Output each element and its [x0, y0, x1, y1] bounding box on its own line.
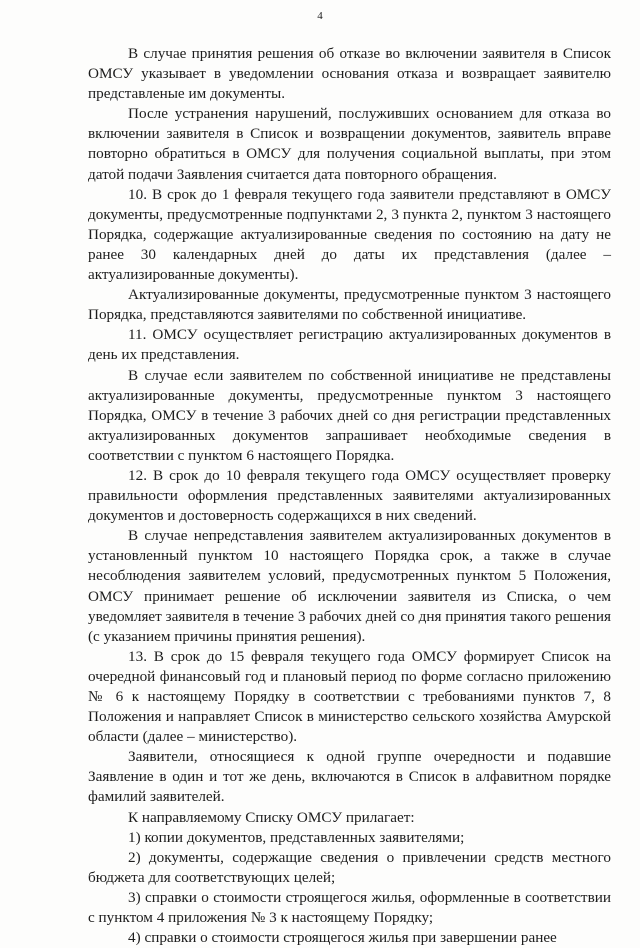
document-body — [88, 44, 611, 948]
list-item: 3) справки о стоимости строящегося жилья, оформленные в соответствии с пунктом 4 приложения № 3 к настоящему Порядку; — [88, 888, 611, 927]
list-item: 2) документы, содержащие сведения о привлечении средств местного бюджета для соответствующих целей; — [88, 848, 611, 886]
paragraph: К направляемому Списку ОМСУ прилагает: — [128, 808, 415, 826]
page-number: 4 — [317, 10, 323, 22]
paragraph: 13. В срок до 15 февраля текущего года ОМСУ формирует Список на очередной финансовый год и плановый период по форме согласно приложению № 6 к настоящему Порядку в соответствии с требованиями пунктов 7, 8 Положения и направляет Список в министерство сельского хозяйства Амурской области (далее – министерство). — [88, 647, 611, 746]
paragraph: В случае непредставления заявителем актуализированных документов в установленный пунктом 10 настоящего Порядка срок, а также в случае несоблюдения заявителем условий, предусмотренных пунктом 5 Положения, ОМСУ принимает решение об исключении заявителя из Списка, о чем уведомляет заявителя в течение 3 рабочих дней со дня принятия такого решения (с указанием причины принятия решения). — [88, 527, 611, 645]
paragraph: Заявители, относящиеся к одной группе очередности и подавшие Заявление в один и тот же день, включаются в Список в алфавитном порядке фамилий заявителей. — [88, 748, 611, 806]
paragraph: В случае принятия решения об отказе во включении заявителя в Список ОМСУ указывает в уведомлении основания отказа и возвращает заявителю представленые им документы. — [88, 45, 611, 103]
paragraph: 11. ОМСУ осуществляет регистрацию актуализированных документов в день их представления. — [88, 326, 611, 364]
paragraph: 12. В срок до 10 февраля текущего года ОМСУ осуществляет проверку правильности оформления представленных заявителями актуализированных документов и достоверность содержащихся в них сведений. — [88, 466, 611, 525]
paragraph: В случае если заявителем по собственной инициативе не представлены актуализированные документы, предусмотренные пунктом 3 настоящего Порядка, ОМСУ в течение 3 рабочих дней со дня регистрации представленных актуализированных документов запрашивает необходимые сведения в соответствии с пунктом 6 настоящего Порядка. — [88, 366, 611, 464]
list-item: 4) справки о стоимости строящегося жилья при завершении ранее — [128, 929, 557, 947]
paragraph: 10. В срок до 1 февраля текущего года заявители представляют в ОМСУ документы, предусмотренные подпунктами 2, 3 пункта 2, пунктом 3 настоящего Порядка, содержащие актуализированные сведения по состоянию на дату не ранее 30 календарных дней до даты их представления (далее – актуализированные документы). — [88, 185, 611, 284]
paragraph: После устранения нарушений, послуживших основанием для отказа во включении заявителя в Список и возвращении документов, заявитель вправе повторно обратиться в ОМСУ для получения социальной выплаты, при этом датой подачи Заявления считается дата повторного обращения. — [88, 105, 611, 183]
list-item: 1) копии документов, представленных заявителями; — [128, 828, 465, 846]
paragraph: Актуализированные документы, предусмотренные пунктом 3 настоящего Порядка, представляются заявителями по собственной инициативе. — [88, 286, 611, 324]
